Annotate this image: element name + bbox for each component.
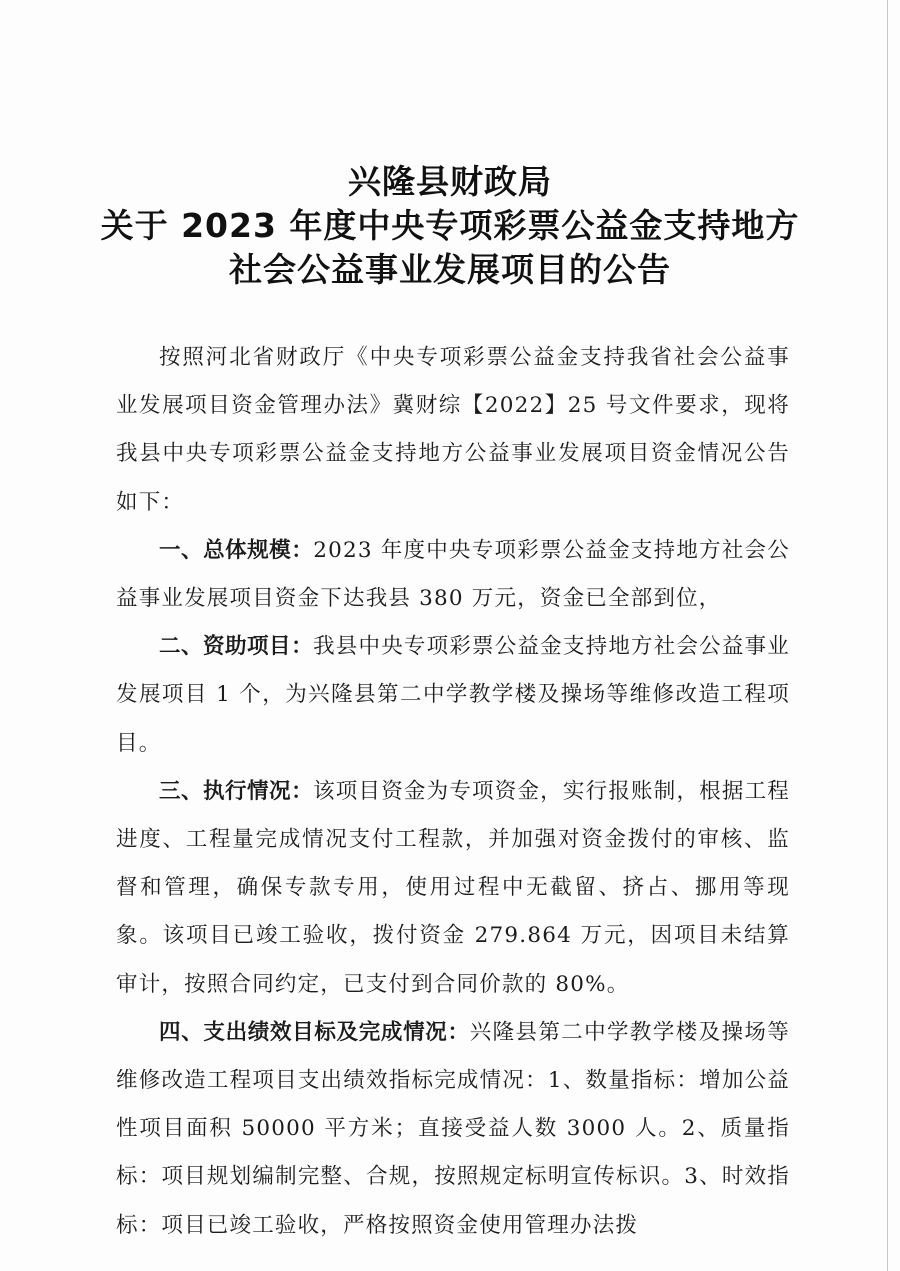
section-text: 2023 年度中央专项彩票公益金支持地方社会公益事业发展项目资金下达我县 380 万元，资金已全部到位， [116,537,790,612]
intro-paragraph: 按照河北省财政厅《中央专项彩票公益金支持我省社会公益事业发展项目资金管理办法》冀财综【2022】25 号文件要求，现将我县中央专项彩票公益金支持地方公益事业发展项目资金情况公告如下： [116,345,790,515]
section-heading: 一、总体规模： [159,537,314,563]
section-heading: 四、支出绩效目标及完成情况： [159,1019,470,1045]
document-body [116,334,790,1250]
section-text: 我县中央专项彩票公益金支持地方社会公益事业发展项目 1 个，为兴隆县第二中学教学楼及操场等维修改造工程项目。 [116,634,790,756]
section-funded-project [116,623,790,768]
section-overall-scale [116,527,790,623]
section-text: 该项目资金为专项资金，实行报账制，根据工程进度、工程量完成情况支付工程款，并加强对资金拨付的审核、监督和管理，确保专款专用，使用过程中无截留、挤占、挪用等现象。该项目已竣工验收，拨付资金 279.864 万元，因项目未结算审计，按照合同约定，已支付到合同价款的 80%。 [116,778,790,997]
document-title [80,160,820,292]
section-heading: 三、执行情况： [159,778,314,804]
section-execution [116,768,790,1009]
title-line-3: 社会公益事业发展项目的公告 [229,250,671,289]
title-line-2: 关于 2023 年度中央专项彩票公益金支持地方 [100,206,800,245]
page-edge-line [887,0,888,1271]
section-text: 兴隆县第二中学教学楼及操场等维修改造工程项目支出绩效指标完成情况：1、数量指标：增加公益性项目面积 50000 平方米；直接受益人数 3000 人。2、质量指标：项目规划编制完整、合规，按照规定标明宣传标识。3、时效指标：项目已竣工验收，严格按照资金使用管理办法拨 [116,1019,790,1238]
section-heading: 二、资助项目： [159,634,314,660]
section-performance [116,1009,790,1250]
title-line-1: 兴隆县财政局 [348,162,552,201]
